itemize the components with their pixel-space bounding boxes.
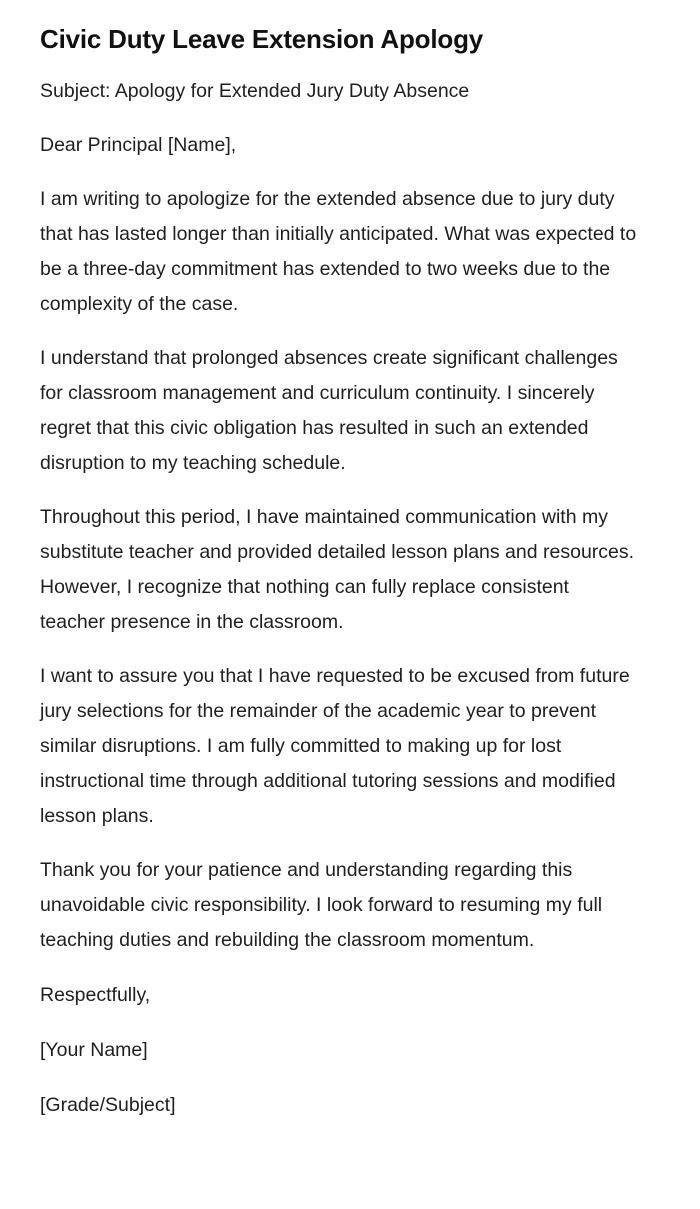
page-title: Civic Duty Leave Extension Apology [40, 24, 484, 54]
signature-role: [Grade/Subject] [40, 1094, 176, 1116]
body-paragraph-5: Thank you for your patience and understanding regarding this unavoidable civic responsibility. I look forward to resuming my full teaching duties and rebuilding the classroom momentum. [40, 859, 603, 951]
body-paragraph-4: I want to assure you that I have requested to be excused from future jury selections for the remainder of the academic year to prevent similar disruptions. I am fully committed to making up for lost instructional time through additional tutoring sessions and modified lesson plans. [40, 665, 630, 827]
body-paragraph-2: I understand that prolonged absences create significant challenges for classroom management and curriculum continuity. I sincerely regret that this civic obligation has resulted in such an extended disruption to my teaching schedule. [40, 347, 618, 474]
body-paragraph-1: I am writing to apologize for the extended absence due to jury duty that has lasted longer than initially anticipated. What was expected to be a three-day commitment has extended to two weeks due to the complexity of the case. [40, 188, 637, 315]
signoff: Respectfully, [40, 984, 151, 1006]
body-paragraph-3: Throughout this period, I have maintained communication with my substitute teacher and provided detailed lesson plans and resources. However, I recognize that nothing can fully replace consistent teacher presence in the classroom. [40, 506, 635, 633]
salutation: Dear Principal [Name], [40, 134, 237, 156]
letter-body [40, 74, 638, 1123]
signature-name: [Your Name] [40, 1039, 148, 1061]
subject-line: Subject: Apology for Extended Jury Duty Absence [40, 80, 470, 102]
